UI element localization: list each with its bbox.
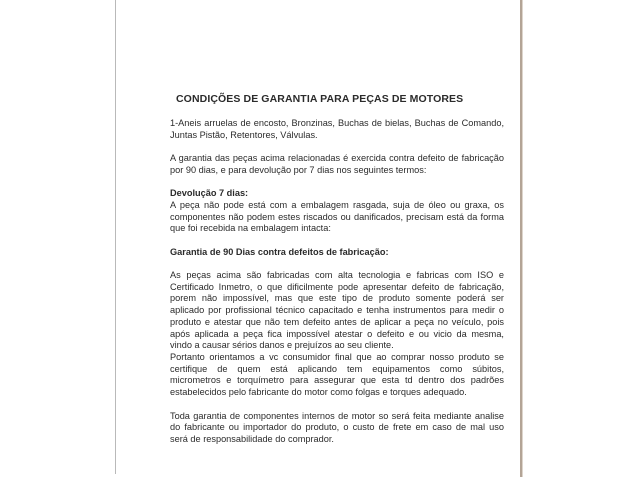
text-line: Juntas Pistão, Retentores, Válvulas. xyxy=(170,129,318,140)
page-right-edge xyxy=(520,0,523,477)
heading-garantia-90-dias: Garantia de 90 Dias contra defeitos de fabricação: xyxy=(170,246,389,257)
heading-devolucao-7-dias: Devolução 7 dias: xyxy=(170,188,249,199)
text-line: As peças acima são fabricadas com alta tecnologia e fabricas com ISO e xyxy=(170,270,504,281)
text-line: porem não impossível, mas que este tipo de produto somente poderá ser xyxy=(170,293,504,304)
text-line: Portanto orientamos a vc consumidor final que ao comprar nosso produto se xyxy=(170,352,504,362)
text-line: após aplicada a peça fica impossível atestar o defeito e ou vicio da mesma, xyxy=(170,328,504,339)
text-line: aplicado por profissional técnico capacitado e tenha instrumentos para medir o xyxy=(170,305,504,316)
text-line: Toda garantia de componentes internos de motor so será feita mediante analise xyxy=(170,410,504,421)
text-line: micrometros e torquímetro para assegurar que esta td dentro dos padrões xyxy=(170,375,504,386)
devolucao-conditions xyxy=(170,200,504,235)
warranty-terms-intro xyxy=(170,153,504,176)
consumer-guidance-text xyxy=(170,352,504,399)
text-line: vindo a causar sérios danos e prejuízos ao seu cliente. xyxy=(170,340,394,351)
text-line: que foi recebida na embalagem intacta: xyxy=(170,223,331,234)
intro-parts-list xyxy=(170,118,504,141)
text-line: Certificado Inmetro, o que dificilmente pode apresentar defeito de fabricação, xyxy=(170,281,504,292)
text-line: será de responsabilidade do comprador. xyxy=(170,433,334,444)
fabrication-defects-text xyxy=(170,270,504,352)
internal-components-note xyxy=(170,411,504,446)
text-line: estabelecidos pelo fabricante do motor como folgas e torques adequado. xyxy=(170,387,467,398)
text-line: A peça não pode está com a embalagem rasgada, suja de óleo ou graxa, os xyxy=(170,199,504,210)
text-line: A garantia das peças acima relacionadas é exercida contra defeito de fabricação xyxy=(170,153,504,164)
warranty-document xyxy=(170,93,504,446)
text-line: produto e atestar que não tem defeito antes de aplicar a peça no veículo, pois xyxy=(170,316,504,327)
page-left-edge xyxy=(115,0,116,474)
text-line: componentes não podem estes riscados ou danificados, precisam está da forma xyxy=(170,211,504,222)
text-line: do fabricante ou importador do produto, o custo de frete em caso de mal uso xyxy=(170,422,504,433)
text-line: por 90 dias, e para devolução por 7 dias nos seguintes termos: xyxy=(170,164,427,175)
text-line: certifique de quem está aplicando tem equipamentos como súbitos, xyxy=(170,363,504,374)
document-title: CONDIÇÕES DE GARANTIA PARA PEÇAS DE MOTORES xyxy=(176,93,464,105)
text-line: 1-Aneis arruelas de encosto, Bronzinas, Buchas de bielas, Buchas de Comando, xyxy=(170,118,504,128)
